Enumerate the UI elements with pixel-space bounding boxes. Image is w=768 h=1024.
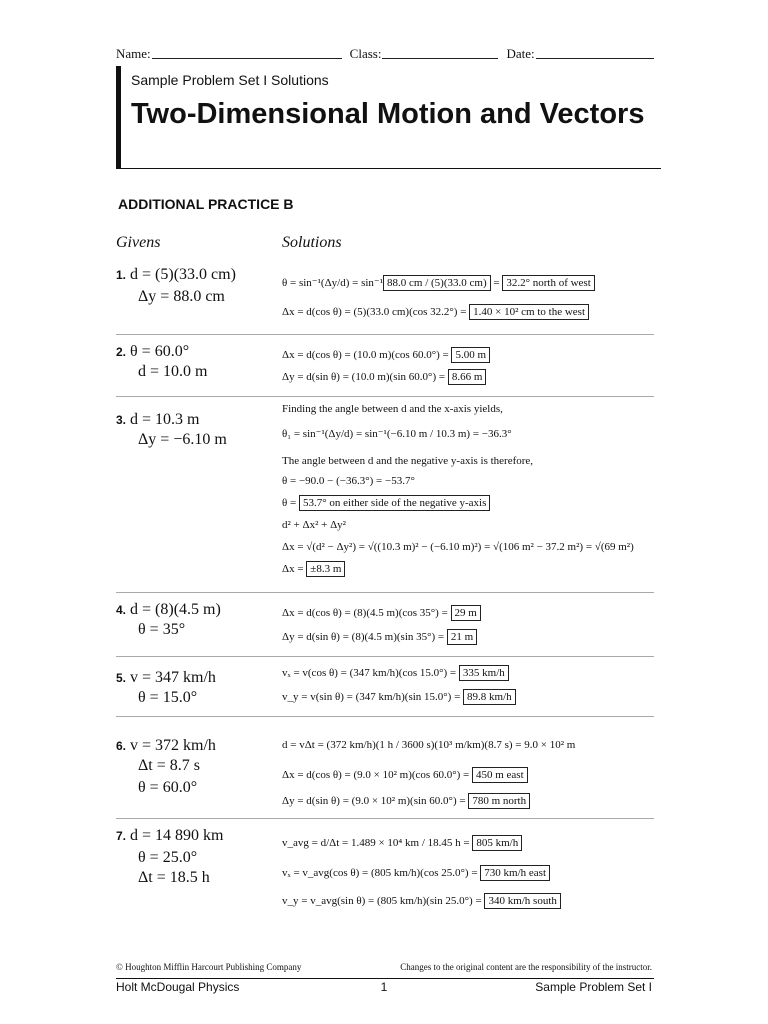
answer-box: 730 km/h east [480, 865, 550, 881]
solution-line: Δx = d(cos θ) = (10.0 m)(cos 60.0°) = 5.00 m [282, 349, 490, 361]
given: 2. θ = 60.0° [116, 343, 190, 360]
title-block [116, 66, 661, 169]
solution-line: Δy = d(sin θ) = (10.0 m)(sin 60.0°) = 8.66 m [282, 371, 486, 383]
given: Δt = 8.7 s [138, 757, 200, 774]
name-label: Name: [116, 46, 151, 61]
solution-line: Finding the angle between d and the x-axis yields, [282, 403, 503, 415]
given: 5. v = 347 km/h [116, 669, 216, 686]
answer-box: 8.66 m [448, 369, 487, 385]
problem-4 [116, 592, 654, 653]
solution-line: θ = sin⁻¹(Δy/d) = sin⁻¹ 88.0 cm / (5)(33.0 cm) = 32.2° north of west [282, 276, 595, 289]
answer-box: 89.8 km/h [463, 689, 516, 705]
problem-5 [116, 656, 654, 715]
page-title: Two-Dimensional Motion and Vectors [131, 98, 645, 130]
solution-line: The angle between d and the negative y-axis is therefore, [282, 455, 534, 467]
solution-line: vₓ = v_avg(cos θ) = (805 km/h)(cos 25.0°) = 730 km/h east [282, 867, 550, 879]
answer-box: 450 m east [472, 767, 528, 783]
given: θ = 15.0° [138, 689, 198, 706]
solution-line: Δy = d(sin θ) = (8)(4.5 m)(sin 35°) = 21 m [282, 631, 477, 643]
solution-line: Δx = d(cos θ) = (9.0 × 10² m)(cos 60.0°) = 450 m east [282, 769, 528, 781]
footer [116, 980, 652, 994]
given: 3. d = 10.3 m [116, 411, 200, 428]
answer-box: ±8.3 m [306, 561, 345, 577]
solution-line: vₓ = v(cos θ) = (347 km/h)(cos 15.0°) = 335 km/h [282, 667, 509, 679]
solution-line: Δx = √(d² − Δy²) = √((10.3 m)² − (−6.10 m)²) = √(106 m² − 37.2 m²) = √(69 m²) [282, 541, 634, 553]
given: Δy = −6.10 m [138, 431, 227, 448]
given: 1. d = (5)(33.0 cm) [116, 266, 236, 283]
solution-line: v_y = v_avg(sin θ) = (805 km/h)(sin 25.0°) = 340 km/h south [282, 895, 561, 907]
problem-2 [116, 334, 654, 393]
name-field[interactable] [152, 46, 342, 59]
set-label: Sample Problem Set I Solutions [131, 72, 329, 88]
answer-box: 335 km/h [459, 665, 509, 681]
solution-line: Δx = ±8.3 m [282, 563, 345, 575]
answer-box: 780 m north [468, 793, 530, 809]
given: d = 10.0 m [138, 363, 208, 380]
given: θ = 25.0° [138, 849, 198, 866]
solution-line: Δy = d(sin θ) = (9.0 × 10² m)(sin 60.0°) = 780 m north [282, 795, 530, 807]
given: 4. d = (8)(4.5 m) [116, 601, 221, 618]
given: Δt = 18.5 h [138, 869, 210, 886]
problem-7 [116, 818, 654, 919]
solution-line: Δx = d(cos θ) = (5)(33.0 cm)(cos 32.2°) = 1.40 × 10² cm to the west [282, 306, 589, 318]
class-field[interactable] [382, 46, 498, 59]
answer-box: 5.00 m [451, 347, 490, 363]
given: Δy = 88.0 cm [138, 288, 225, 305]
answer-box: 53.7° on either side of the negative y-axis [299, 495, 490, 511]
page-number: 1 [380, 980, 388, 994]
solution-line: Δx = d(cos θ) = (8)(4.5 m)(cos 35°) = 29 m [282, 607, 481, 619]
given: 6. v = 372 km/h [116, 737, 216, 754]
solution-line: d = vΔt = (372 km/h)(1 h / 3600 s)(10³ m/km)(8.7 s) = 9.0 × 10² m [282, 739, 576, 751]
disclaimer: Changes to the original content are the responsibility of the instructor. [400, 962, 652, 972]
answer-box: 21 m [447, 629, 477, 645]
footer-notes [116, 962, 652, 972]
solution-line: d² + Δx² + Δy² [282, 519, 346, 531]
solution-line: θ = −90.0 − (−36.3°) = −53.7° [282, 475, 415, 487]
answer-box: 32.2° north of west [502, 275, 594, 291]
givens-heading: Givens [116, 234, 161, 251]
given: θ = 35° [138, 621, 186, 638]
solution-line: v_y = v(sin θ) = (347 km/h)(sin 15.0°) = 89.8 km/h [282, 691, 516, 703]
answer-box: 340 km/h south [484, 893, 560, 909]
given: 7. d = 14 890 km [116, 827, 224, 844]
solution-line: θ₁ = sin⁻¹(Δy/d) = sin⁻¹(−6.10 m / 10.3 m) = −36.3° [282, 428, 512, 440]
given: θ = 60.0° [138, 779, 198, 796]
solution-line: v_avg = d/Δt = 1.489 × 10⁴ km / 18.45 h = 805 km/h [282, 837, 522, 849]
class-label: Class: [349, 46, 382, 61]
answer-box: 29 m [451, 605, 481, 621]
date-label: Date: [506, 46, 535, 61]
answer-box: 88.0 cm / (5)(33.0 cm) [383, 275, 491, 291]
solutions-heading: Solutions [282, 234, 342, 251]
footer-divider [116, 978, 654, 979]
answer-box: 805 km/h [472, 835, 522, 851]
solution-line: θ = 53.7° on either side of the negative y-axis [282, 497, 490, 509]
set-name: Sample Problem Set I [535, 980, 653, 994]
student-info-row [116, 46, 656, 62]
problem-3 [116, 396, 654, 583]
answer-box: 1.40 × 10² cm to the west [469, 304, 589, 320]
book-title: Holt McDougal Physics [116, 980, 240, 994]
problem-1 [116, 262, 654, 330]
problem-6 [116, 716, 654, 817]
copyright: © Houghton Mifflin Harcourt Publishing Company [116, 962, 302, 972]
section-heading: ADDITIONAL PRACTICE B [118, 196, 294, 212]
date-field[interactable] [536, 46, 654, 59]
